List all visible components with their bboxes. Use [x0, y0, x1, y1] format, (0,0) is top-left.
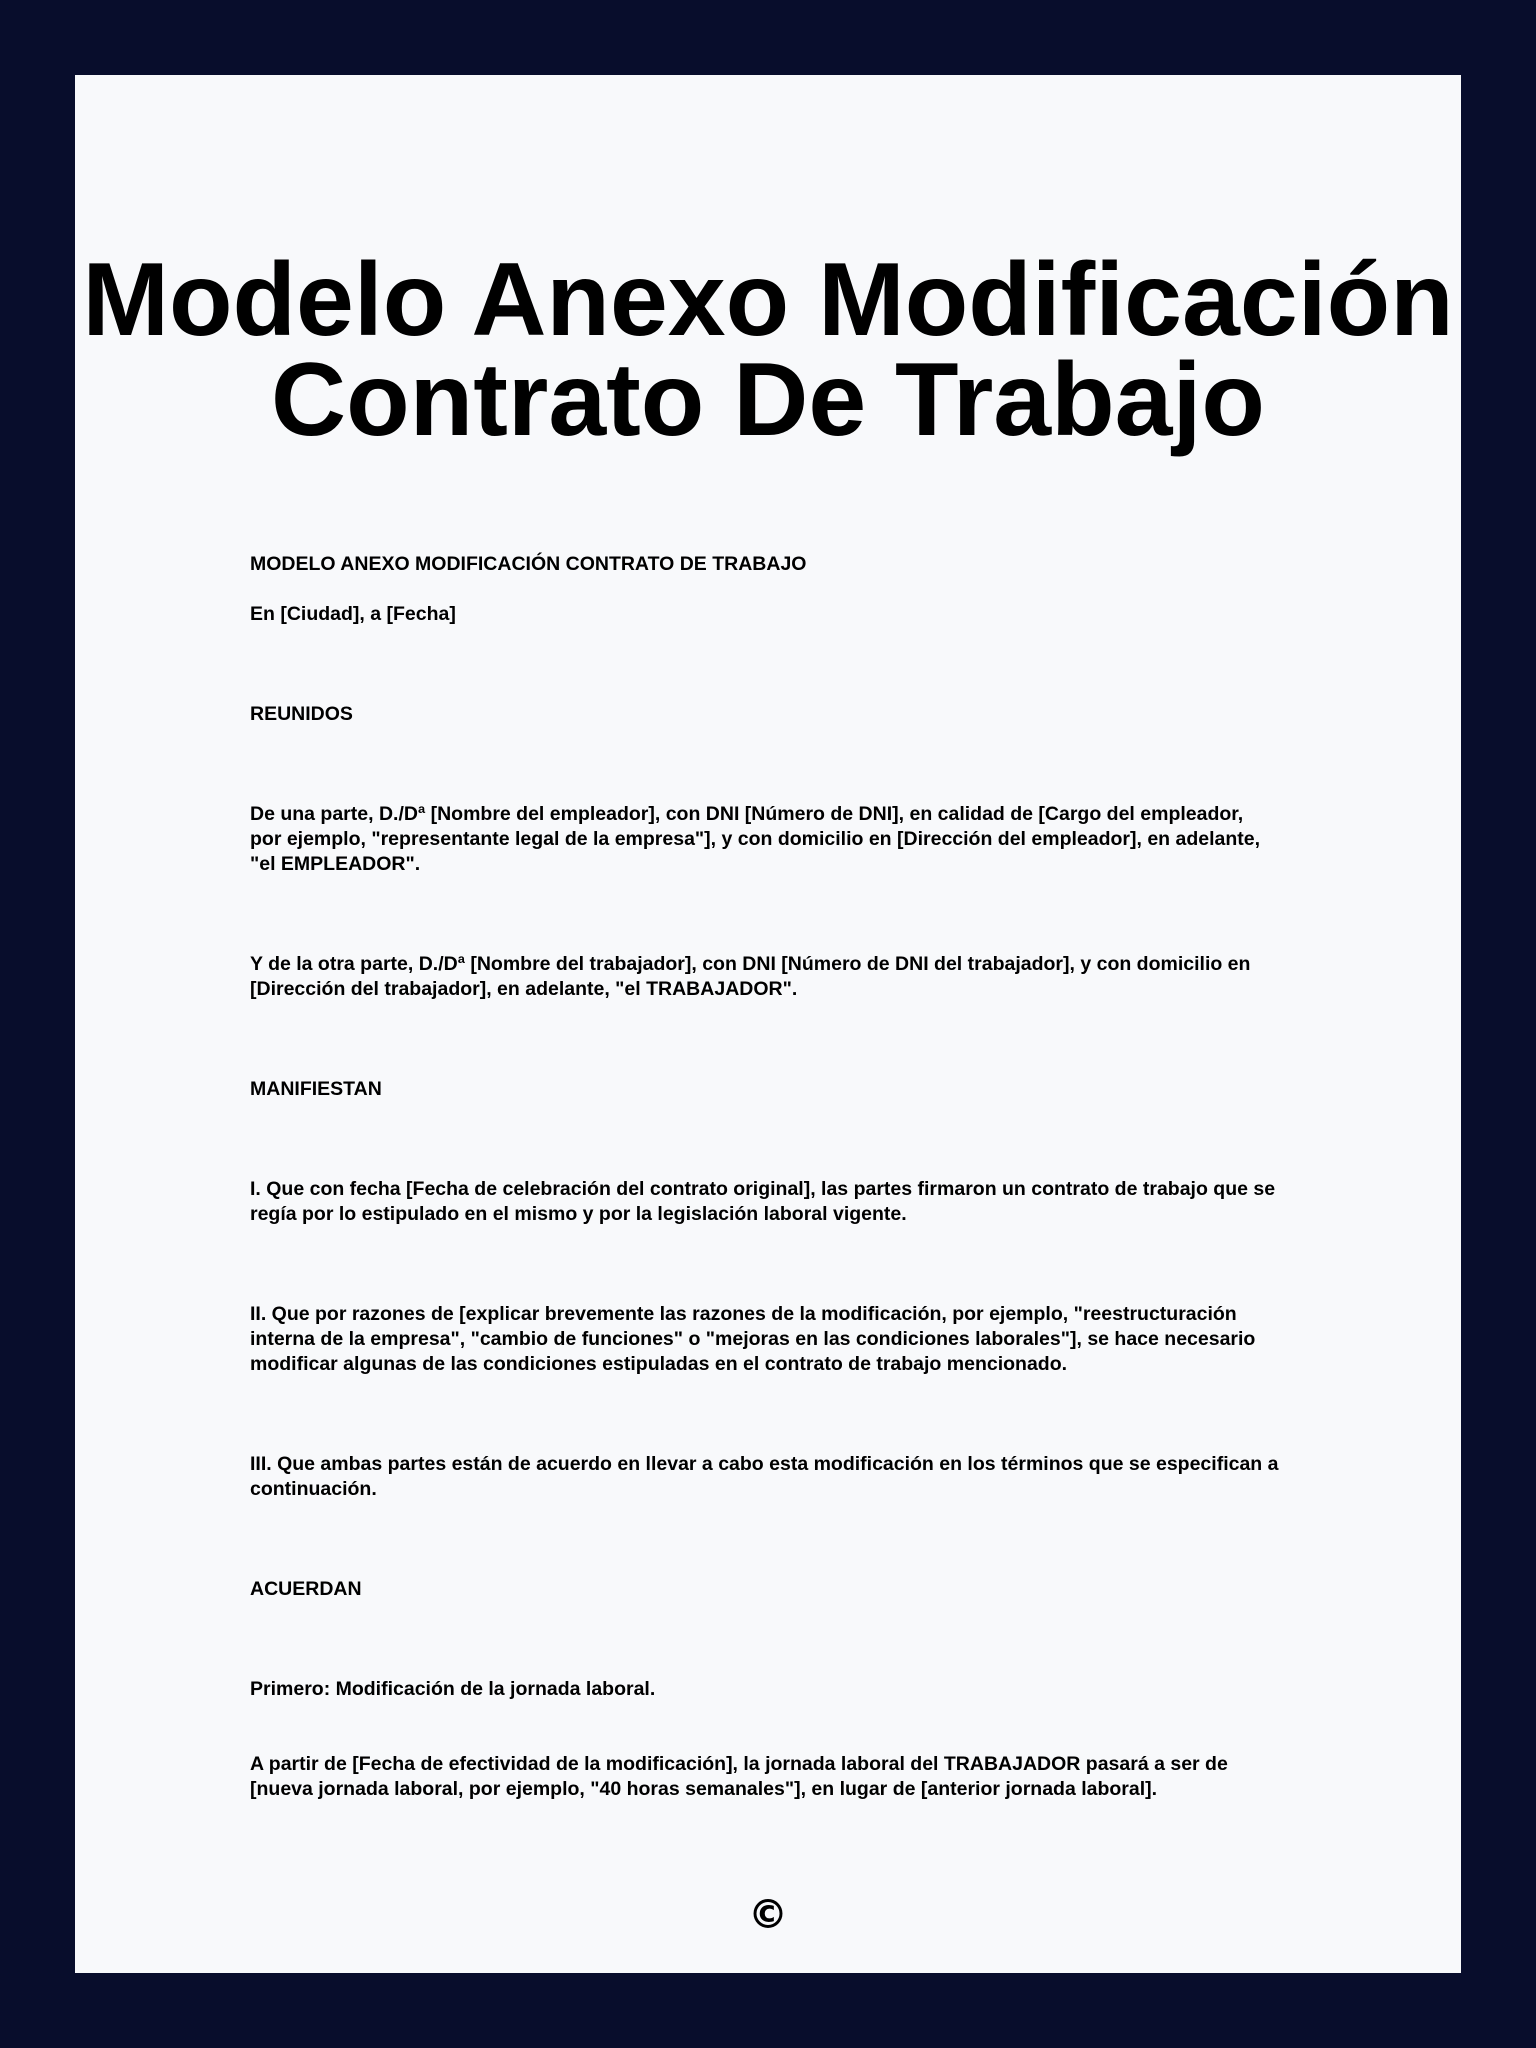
heading-manifiestan: MANIFIESTAN — [250, 1078, 382, 1100]
document-title — [75, 242, 1461, 458]
clause-first-title: Primero: Modificación de la jornada laboral. — [250, 1678, 656, 1700]
paragraph-manifest-1: I. Que con fecha [Fecha de celebración del contrato original], las partes firmaron un contrato de trabajo que se regía por lo estipulado en el mismo y por la legislación laboral vigente. — [250, 1178, 1276, 1225]
paragraph-employer: De una parte, D./Dª [Nombre del empleador], con DNI [Número de DNI], en calidad de [Cargo del empleador, por ejemplo, "representante legal de la empresa"], y con domicilio en [Dirección del empleador], en adelante, "el EMPLEADOR". — [250, 803, 1261, 875]
paragraph-worker: Y de la otra parte, D./Dª [Nombre del trabajador], con DNI [Número de DNI del trabajador], y con domicilio en [Dirección del trabajador], en adelante, "el TRABAJADOR". — [250, 953, 1251, 1000]
title-line-2: Contrato De Trabajo — [271, 342, 1265, 458]
heading-acuerdan: ACUERDAN — [250, 1578, 362, 1600]
document-page — [75, 75, 1461, 1973]
paragraph-manifest-3: III. Que ambas partes están de acuerdo en llevar a cabo esta modificación en los términos que se especifican a continuación. — [250, 1453, 1279, 1500]
heading-document-name: MODELO ANEXO MODIFICACIÓN CONTRATO DE TRABAJO — [250, 553, 807, 575]
copyright-icon: © — [748, 1892, 788, 1938]
place-date-line: En [Ciudad], a [Fecha] — [250, 603, 456, 625]
paragraph-manifest-2: II. Que por razones de [explicar brevemente las razones de la modificación, por ejemplo, "reestructuración interna de la empresa", "cambio de funciones" o "mejoras en las condiciones laborales"], se hace necesario modificar algunas de las condiciones estipuladas en el contrato de trabajo mencionado. — [250, 1303, 1256, 1375]
title-line-1: Modelo Anexo Modificación — [82, 242, 1454, 358]
heading-reunidos: REUNIDOS — [250, 703, 353, 725]
clause-first-body: A partir de [Fecha de efectividad de la modificación], la jornada laboral del TRABAJADOR pasará a ser de [nueva jornada laboral, por ejemplo, "40 horas semanales"], en lugar de [anterior jornada laboral]. — [250, 1753, 1228, 1800]
